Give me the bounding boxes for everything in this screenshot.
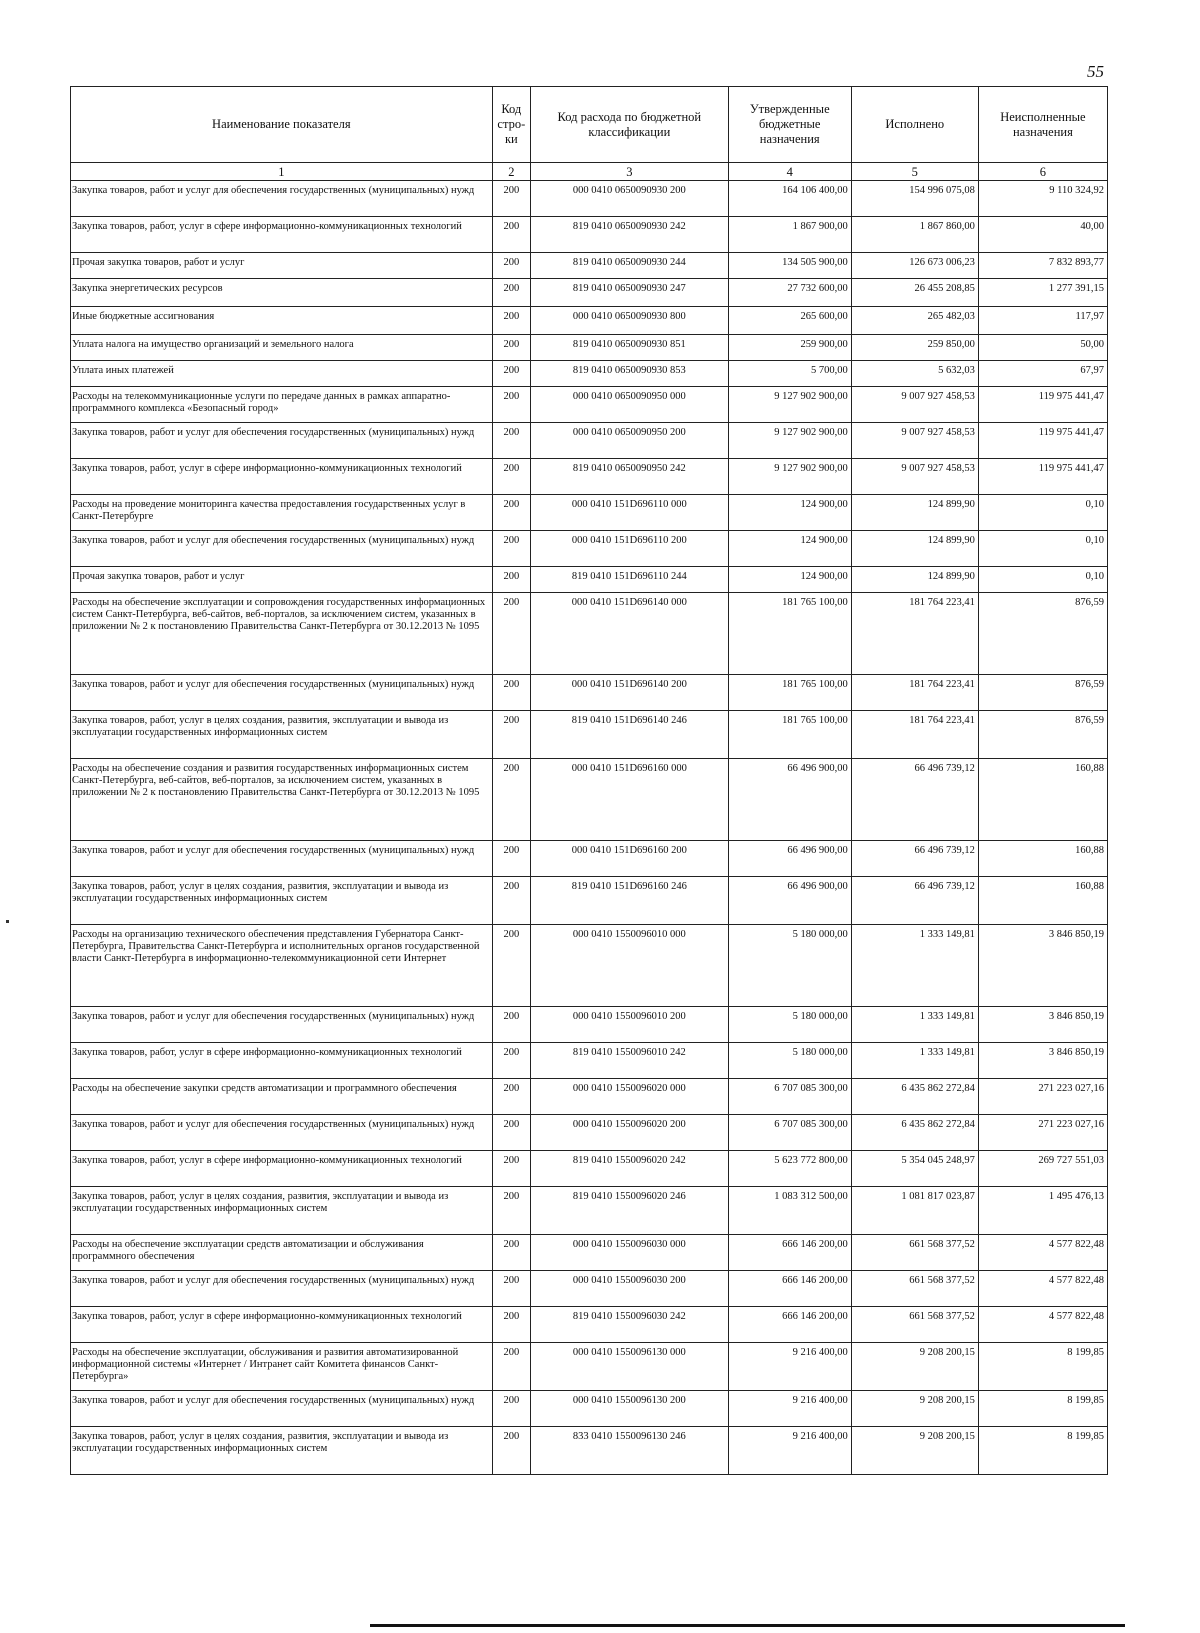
row-approved-amount: 181 765 100,00 [728, 593, 851, 675]
row-indicator-name: Расходы на телекоммуникационные услуги по передаче данных в рамках аппаратно-программного комплекса «Безопасный город» [71, 387, 493, 423]
column-number: 3 [530, 163, 728, 181]
row-indicator-name: Прочая закупка товаров, работ и услуг [71, 567, 493, 593]
row-remaining-amount: 269 727 551,03 [978, 1151, 1107, 1187]
row-line-code: 200 [492, 459, 530, 495]
page-number: 55 [1087, 62, 1104, 81]
row-approved-amount: 666 146 200,00 [728, 1235, 851, 1271]
row-budget-code: 000 0410 1550096020 000 [530, 1079, 728, 1115]
table-row [71, 925, 1108, 1007]
row-line-code: 200 [492, 1391, 530, 1427]
header-budget-classification-code: Код расхода по бюджетной классификации [530, 87, 728, 163]
row-budget-code: 819 0410 151D696110 244 [530, 567, 728, 593]
table-row [71, 495, 1108, 531]
column-number: 4 [728, 163, 851, 181]
row-line-code: 200 [492, 1151, 530, 1187]
row-approved-amount: 1 083 312 500,00 [728, 1187, 851, 1235]
row-executed-amount: 5 354 045 248,97 [851, 1151, 978, 1187]
row-line-code: 200 [492, 877, 530, 925]
scan-speck [6, 920, 9, 923]
table-row [71, 711, 1108, 759]
row-executed-amount: 124 899,90 [851, 531, 978, 567]
row-budget-code: 819 0410 1550096030 242 [530, 1307, 728, 1343]
row-executed-amount: 181 764 223,41 [851, 711, 978, 759]
table-row [71, 459, 1108, 495]
row-approved-amount: 9 127 902 900,00 [728, 459, 851, 495]
row-remaining-amount: 7 832 893,77 [978, 253, 1107, 279]
row-line-code: 200 [492, 387, 530, 423]
header-executed: Исполнено [851, 87, 978, 163]
row-indicator-name: Закупка товаров, работ и услуг для обеспечения государственных (муниципальных) нужд [71, 423, 493, 459]
row-indicator-name: Закупка товаров, работ и услуг для обеспечения государственных (муниципальных) нужд [71, 1007, 493, 1043]
row-executed-amount: 66 496 739,12 [851, 877, 978, 925]
row-budget-code: 819 0410 0650090950 242 [530, 459, 728, 495]
column-number: 5 [851, 163, 978, 181]
row-line-code: 200 [492, 759, 530, 841]
row-indicator-name: Расходы на обеспечение эксплуатации средств автоматизации и обслуживания программного обеспечения [71, 1235, 493, 1271]
row-line-code: 200 [492, 567, 530, 593]
row-approved-amount: 5 180 000,00 [728, 1043, 851, 1079]
header-approved-appropriations: Утвержденные бюджетные назначения [728, 87, 851, 163]
row-indicator-name: Закупка товаров, работ и услуг для обеспечения государственных (муниципальных) нужд [71, 181, 493, 217]
row-remaining-amount: 160,88 [978, 877, 1107, 925]
row-executed-amount: 124 899,90 [851, 567, 978, 593]
row-budget-code: 000 0410 1550096030 000 [530, 1235, 728, 1271]
table-row [71, 1151, 1108, 1187]
row-remaining-amount: 0,10 [978, 567, 1107, 593]
row-executed-amount: 181 764 223,41 [851, 675, 978, 711]
row-executed-amount: 9 007 927 458,53 [851, 387, 978, 423]
row-line-code: 200 [492, 675, 530, 711]
row-executed-amount: 6 435 862 272,84 [851, 1115, 978, 1151]
table-row [71, 1007, 1108, 1043]
row-approved-amount: 66 496 900,00 [728, 877, 851, 925]
row-budget-code: 819 0410 0650090930 244 [530, 253, 728, 279]
row-budget-code: 000 0410 1550096130 200 [530, 1391, 728, 1427]
row-executed-amount: 26 455 208,85 [851, 279, 978, 307]
row-remaining-amount: 8 199,85 [978, 1391, 1107, 1427]
row-approved-amount: 66 496 900,00 [728, 759, 851, 841]
table-row [71, 1235, 1108, 1271]
table-body [71, 181, 1108, 1475]
row-remaining-amount: 271 223 027,16 [978, 1079, 1107, 1115]
row-approved-amount: 9 216 400,00 [728, 1343, 851, 1391]
table-row [71, 877, 1108, 925]
row-indicator-name: Закупка товаров, работ, услуг в целях создания, развития, эксплуатации и вывода из эксплуатации государственных информационных систем [71, 1187, 493, 1235]
row-approved-amount: 27 732 600,00 [728, 279, 851, 307]
table-row [71, 1427, 1108, 1475]
row-approved-amount: 1 867 900,00 [728, 217, 851, 253]
row-budget-code: 819 0410 151D696160 246 [530, 877, 728, 925]
row-line-code: 200 [492, 1115, 530, 1151]
row-approved-amount: 124 900,00 [728, 531, 851, 567]
row-remaining-amount: 117,97 [978, 307, 1107, 335]
row-executed-amount: 1 867 860,00 [851, 217, 978, 253]
row-indicator-name: Уплата иных платежей [71, 361, 493, 387]
table-row [71, 675, 1108, 711]
row-indicator-name: Закупка товаров, работ и услуг для обеспечения государственных (муниципальных) нужд [71, 1115, 493, 1151]
row-budget-code: 000 0410 151D696110 200 [530, 531, 728, 567]
table-row [71, 253, 1108, 279]
row-line-code: 200 [492, 495, 530, 531]
budget-execution-table [70, 86, 1108, 1475]
row-remaining-amount: 0,10 [978, 531, 1107, 567]
row-budget-code: 000 0410 151D696140 000 [530, 593, 728, 675]
row-remaining-amount: 0,10 [978, 495, 1107, 531]
row-remaining-amount: 119 975 441,47 [978, 423, 1107, 459]
row-budget-code: 000 0410 1550096020 200 [530, 1115, 728, 1151]
row-remaining-amount: 67,97 [978, 361, 1107, 387]
row-budget-code: 000 0410 151D696160 000 [530, 759, 728, 841]
table-row [71, 307, 1108, 335]
row-approved-amount: 666 146 200,00 [728, 1271, 851, 1307]
row-executed-amount: 66 496 739,12 [851, 841, 978, 877]
table-row [71, 531, 1108, 567]
row-line-code: 200 [492, 217, 530, 253]
row-line-code: 200 [492, 1307, 530, 1343]
header-unexecuted-appropriations: Неисполненные назначения [978, 87, 1107, 163]
row-approved-amount: 66 496 900,00 [728, 841, 851, 877]
row-budget-code: 819 0410 151D696140 246 [530, 711, 728, 759]
row-indicator-name: Закупка товаров, работ и услуг для обеспечения государственных (муниципальных) нужд [71, 675, 493, 711]
row-budget-code: 000 0410 151D696160 200 [530, 841, 728, 877]
header-indicator-name: Наименование показателя [71, 87, 493, 163]
table-row [71, 335, 1108, 361]
row-line-code: 200 [492, 181, 530, 217]
row-executed-amount: 1 081 817 023,87 [851, 1187, 978, 1235]
row-executed-amount: 5 632,03 [851, 361, 978, 387]
table-row [71, 361, 1108, 387]
row-remaining-amount: 876,59 [978, 593, 1107, 675]
row-budget-code: 819 0410 1550096020 246 [530, 1187, 728, 1235]
row-approved-amount: 259 900,00 [728, 335, 851, 361]
row-remaining-amount: 119 975 441,47 [978, 387, 1107, 423]
row-indicator-name: Закупка товаров, работ и услуг для обеспечения государственных (муниципальных) нужд [71, 531, 493, 567]
row-indicator-name: Расходы на организацию технического обеспечения представления Губернатора Санкт-Петербурга, Правительства Санкт-Петербурга и исполнительных органов государственной власти Санкт-Петербурга в информационно-телекоммуникационной сети Интернет [71, 925, 493, 1007]
row-indicator-name: Закупка товаров, работ и услуг для обеспечения государственных (муниципальных) нужд [71, 1391, 493, 1427]
row-indicator-name: Закупка энергетических ресурсов [71, 279, 493, 307]
row-indicator-name: Иные бюджетные ассигнования [71, 307, 493, 335]
row-remaining-amount: 4 577 822,48 [978, 1307, 1107, 1343]
row-remaining-amount: 160,88 [978, 759, 1107, 841]
row-executed-amount: 9 208 200,15 [851, 1343, 978, 1391]
row-remaining-amount: 8 199,85 [978, 1343, 1107, 1391]
column-number: 1 [71, 163, 493, 181]
table-row [71, 1307, 1108, 1343]
row-executed-amount: 9 208 200,15 [851, 1391, 978, 1427]
row-budget-code: 000 0410 0650090930 800 [530, 307, 728, 335]
row-executed-amount: 259 850,00 [851, 335, 978, 361]
row-indicator-name: Расходы на обеспечение закупки средств автоматизации и программного обеспечения [71, 1079, 493, 1115]
row-indicator-name: Закупка товаров, работ, услуг в сфере информационно-коммуникационных технологий [71, 1043, 493, 1079]
row-approved-amount: 5 180 000,00 [728, 1007, 851, 1043]
row-executed-amount: 9 208 200,15 [851, 1427, 978, 1475]
table-row [71, 593, 1108, 675]
table-row [71, 1079, 1108, 1115]
row-executed-amount: 265 482,03 [851, 307, 978, 335]
row-executed-amount: 661 568 377,52 [851, 1271, 978, 1307]
row-indicator-name: Расходы на обеспечение эксплуатации, обслуживания и развития автоматизированной информационной системы «Интернет / Интранет сайт Комитета финансов Санкт-Петербурга» [71, 1343, 493, 1391]
row-indicator-name: Уплата налога на имущество организаций и земельного налога [71, 335, 493, 361]
table-row [71, 1115, 1108, 1151]
row-executed-amount: 126 673 006,23 [851, 253, 978, 279]
row-executed-amount: 181 764 223,41 [851, 593, 978, 675]
row-approved-amount: 6 707 085 300,00 [728, 1115, 851, 1151]
row-indicator-name: Закупка товаров, работ, услуг в сфере информационно-коммуникационных технологий [71, 1307, 493, 1343]
row-remaining-amount: 876,59 [978, 675, 1107, 711]
row-approved-amount: 9 216 400,00 [728, 1391, 851, 1427]
row-approved-amount: 6 707 085 300,00 [728, 1079, 851, 1115]
row-line-code: 200 [492, 593, 530, 675]
row-executed-amount: 1 333 149,81 [851, 925, 978, 1007]
row-remaining-amount: 3 846 850,19 [978, 925, 1107, 1007]
row-line-code: 200 [492, 335, 530, 361]
row-budget-code: 819 0410 1550096020 242 [530, 1151, 728, 1187]
row-budget-code: 819 0410 0650090930 853 [530, 361, 728, 387]
row-approved-amount: 5 700,00 [728, 361, 851, 387]
row-line-code: 200 [492, 423, 530, 459]
table-row [71, 387, 1108, 423]
row-indicator-name: Закупка товаров, работ, услуг в целях создания, развития, эксплуатации и вывода из эксплуатации государственных информационных систем [71, 1427, 493, 1475]
row-remaining-amount: 8 199,85 [978, 1427, 1107, 1475]
bottom-scan-rule [370, 1624, 1125, 1627]
row-approved-amount: 5 180 000,00 [728, 925, 851, 1007]
row-executed-amount: 1 333 149,81 [851, 1043, 978, 1079]
row-remaining-amount: 160,88 [978, 841, 1107, 877]
table-row [71, 1043, 1108, 1079]
row-remaining-amount: 50,00 [978, 335, 1107, 361]
table-row [71, 1343, 1108, 1391]
row-executed-amount: 9 007 927 458,53 [851, 459, 978, 495]
row-line-code: 200 [492, 307, 530, 335]
row-indicator-name: Расходы на обеспечение создания и развития государственных информационных систем Санкт-Петербурга, веб-сайтов, веб-порталов, за исключением систем, указанных в приложении № 2 к постановлению Правительства Санкт-Петербурга от 30.12.2013 № 1095 [71, 759, 493, 841]
row-line-code: 200 [492, 1079, 530, 1115]
row-approved-amount: 134 505 900,00 [728, 253, 851, 279]
column-numbers-row [71, 163, 1108, 181]
row-remaining-amount: 4 577 822,48 [978, 1235, 1107, 1271]
row-line-code: 200 [492, 1343, 530, 1391]
row-line-code: 200 [492, 279, 530, 307]
row-line-code: 200 [492, 1043, 530, 1079]
row-indicator-name: Прочая закупка товаров, работ и услуг [71, 253, 493, 279]
table-row [71, 181, 1108, 217]
row-approved-amount: 9 216 400,00 [728, 1427, 851, 1475]
table-row [71, 217, 1108, 253]
row-line-code: 200 [492, 531, 530, 567]
row-line-code: 200 [492, 1007, 530, 1043]
row-budget-code: 000 0410 0650090950 000 [530, 387, 728, 423]
column-number: 2 [492, 163, 530, 181]
row-approved-amount: 5 623 772 800,00 [728, 1151, 851, 1187]
row-line-code: 200 [492, 711, 530, 759]
row-budget-code: 000 0410 1550096010 200 [530, 1007, 728, 1043]
row-remaining-amount: 3 846 850,19 [978, 1043, 1107, 1079]
table-row [71, 1391, 1108, 1427]
row-line-code: 200 [492, 361, 530, 387]
row-executed-amount: 124 899,90 [851, 495, 978, 531]
row-remaining-amount: 271 223 027,16 [978, 1115, 1107, 1151]
row-budget-code: 000 0410 1550096130 000 [530, 1343, 728, 1391]
row-indicator-name: Закупка товаров, работ, услуг в сфере информационно-коммуникационных технологий [71, 1151, 493, 1187]
table-row [71, 1187, 1108, 1235]
column-number: 6 [978, 163, 1107, 181]
row-line-code: 200 [492, 253, 530, 279]
row-line-code: 200 [492, 1271, 530, 1307]
row-budget-code: 000 0410 1550096010 000 [530, 925, 728, 1007]
row-line-code: 200 [492, 925, 530, 1007]
row-budget-code: 000 0410 0650090930 200 [530, 181, 728, 217]
row-approved-amount: 9 127 902 900,00 [728, 387, 851, 423]
row-remaining-amount: 9 110 324,92 [978, 181, 1107, 217]
row-budget-code: 000 0410 151D696110 000 [530, 495, 728, 531]
row-executed-amount: 661 568 377,52 [851, 1235, 978, 1271]
row-remaining-amount: 119 975 441,47 [978, 459, 1107, 495]
row-executed-amount: 1 333 149,81 [851, 1007, 978, 1043]
row-approved-amount: 124 900,00 [728, 567, 851, 593]
row-line-code: 200 [492, 1427, 530, 1475]
table-row [71, 423, 1108, 459]
row-executed-amount: 9 007 927 458,53 [851, 423, 978, 459]
row-indicator-name: Закупка товаров, работ, услуг в целях создания, развития, эксплуатации и вывода из эксплуатации государственных информационных систем [71, 877, 493, 925]
row-budget-code: 819 0410 1550096010 242 [530, 1043, 728, 1079]
row-remaining-amount: 3 846 850,19 [978, 1007, 1107, 1043]
row-line-code: 200 [492, 1187, 530, 1235]
row-executed-amount: 6 435 862 272,84 [851, 1079, 978, 1115]
row-line-code: 200 [492, 841, 530, 877]
row-remaining-amount: 4 577 822,48 [978, 1271, 1107, 1307]
row-indicator-name: Расходы на обеспечение эксплуатации и сопровождения государственных информационных систем Санкт-Петербурга, веб-сайтов, веб-порталов, за исключением систем, указанных в приложении № 2 к постановлению Правительства Санкт-Петербурга от 30.12.2013 № 1095 [71, 593, 493, 675]
row-approved-amount: 181 765 100,00 [728, 711, 851, 759]
row-remaining-amount: 1 277 391,15 [978, 279, 1107, 307]
row-remaining-amount: 40,00 [978, 217, 1107, 253]
row-approved-amount: 9 127 902 900,00 [728, 423, 851, 459]
table-header-row [71, 87, 1108, 163]
row-remaining-amount: 876,59 [978, 711, 1107, 759]
row-indicator-name: Расходы на проведение мониторинга качества предоставления государственных услуг в Санкт-Петербурге [71, 495, 493, 531]
row-executed-amount: 661 568 377,52 [851, 1307, 978, 1343]
header-line-code: Код стро-ки [492, 87, 530, 163]
row-remaining-amount: 1 495 476,13 [978, 1187, 1107, 1235]
row-indicator-name: Закупка товаров, работ и услуг для обеспечения государственных (муниципальных) нужд [71, 1271, 493, 1307]
table-row [71, 841, 1108, 877]
row-approved-amount: 164 106 400,00 [728, 181, 851, 217]
row-approved-amount: 124 900,00 [728, 495, 851, 531]
row-indicator-name: Закупка товаров, работ, услуг в сфере информационно-коммуникационных технологий [71, 217, 493, 253]
row-indicator-name: Закупка товаров, работ, услуг в сфере информационно-коммуникационных технологий [71, 459, 493, 495]
table-row [71, 1271, 1108, 1307]
row-executed-amount: 154 996 075,08 [851, 181, 978, 217]
table-row [71, 567, 1108, 593]
row-line-code: 200 [492, 1235, 530, 1271]
row-budget-code: 819 0410 0650090930 851 [530, 335, 728, 361]
row-approved-amount: 666 146 200,00 [728, 1307, 851, 1343]
table-row [71, 279, 1108, 307]
row-indicator-name: Закупка товаров, работ и услуг для обеспечения государственных (муниципальных) нужд [71, 841, 493, 877]
table-row [71, 759, 1108, 841]
row-approved-amount: 265 600,00 [728, 307, 851, 335]
row-approved-amount: 181 765 100,00 [728, 675, 851, 711]
row-budget-code: 833 0410 1550096130 246 [530, 1427, 728, 1475]
row-budget-code: 000 0410 0650090950 200 [530, 423, 728, 459]
row-budget-code: 000 0410 1550096030 200 [530, 1271, 728, 1307]
row-budget-code: 000 0410 151D696140 200 [530, 675, 728, 711]
row-indicator-name: Закупка товаров, работ, услуг в целях создания, развития, эксплуатации и вывода из эксплуатации государственных информационных систем [71, 711, 493, 759]
row-budget-code: 819 0410 0650090930 247 [530, 279, 728, 307]
row-budget-code: 819 0410 0650090930 242 [530, 217, 728, 253]
row-executed-amount: 66 496 739,12 [851, 759, 978, 841]
